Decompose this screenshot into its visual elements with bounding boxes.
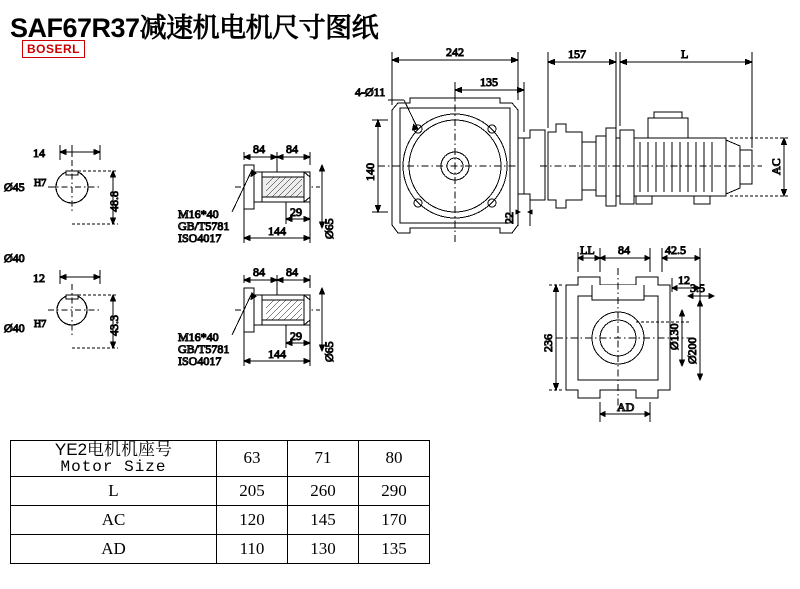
svg-text:AC: AC [769, 158, 783, 175]
svg-text:242: 242 [446, 45, 464, 59]
svg-text:Ø40: Ø40 [4, 251, 25, 265]
svg-text:Ø65: Ø65 [322, 218, 336, 239]
svg-text:H7: H7 [34, 178, 47, 189]
page-title: SAF67R37减速机电机尺寸图纸 [10, 13, 379, 43]
row-header-en: Motor Size [60, 457, 167, 476]
svg-text:12: 12 [678, 273, 690, 287]
svg-text:M16*40: M16*40 [178, 207, 219, 221]
svg-text:84: 84 [286, 265, 298, 279]
svg-text:ISO4017: ISO4017 [178, 354, 222, 368]
cell-l-63: 205 [217, 476, 288, 505]
svg-text:M16*40: M16*40 [178, 330, 219, 344]
table-row [11, 534, 430, 563]
svg-text:29: 29 [290, 205, 302, 219]
svg-text:42.5: 42.5 [665, 243, 686, 257]
svg-text:48.8: 48.8 [107, 191, 121, 212]
svg-text:GB/T5781: GB/T5781 [178, 219, 230, 233]
cell-l-71: 260 [288, 476, 359, 505]
svg-text:236: 236 [541, 334, 555, 352]
svg-text:Ø45: Ø45 [4, 180, 25, 194]
row-header-ad: AD [11, 534, 217, 563]
cell-size-71: 71 [288, 441, 359, 477]
svg-text:140: 140 [363, 163, 377, 181]
svg-text:Ø130: Ø130 [667, 323, 681, 350]
brand-logo: BOSERL [22, 40, 85, 58]
cell-l-80: 290 [359, 476, 430, 505]
svg-text:14: 14 [33, 146, 45, 160]
table-row [11, 476, 430, 505]
table-row [11, 441, 430, 477]
svg-text:H7: H7 [34, 319, 47, 330]
svg-text:144: 144 [268, 347, 286, 361]
row-header-motor-size [11, 441, 217, 477]
svg-text:12: 12 [33, 271, 45, 285]
row-header-cn: YE2电机机座号 [54, 440, 173, 459]
cell-ac-71: 145 [288, 505, 359, 534]
svg-text:135: 135 [480, 75, 498, 89]
svg-text:3.5: 3.5 [690, 281, 705, 295]
cell-ac-80: 170 [359, 505, 430, 534]
svg-text:ISO4017: ISO4017 [178, 231, 222, 245]
svg-text:29: 29 [290, 329, 302, 343]
cell-size-63: 63 [217, 441, 288, 477]
cell-size-80: 80 [359, 441, 430, 477]
svg-text:84: 84 [286, 142, 298, 156]
table-row [11, 505, 430, 534]
svg-text:157: 157 [568, 47, 586, 61]
svg-text:AD: AD [617, 400, 635, 414]
svg-text:84: 84 [253, 265, 265, 279]
svg-text:Ø40: Ø40 [4, 321, 25, 335]
svg-text:Ø200: Ø200 [685, 337, 699, 364]
svg-text:43.3: 43.3 [107, 315, 121, 336]
svg-text:Ø65: Ø65 [322, 341, 336, 362]
svg-text:84: 84 [618, 243, 630, 257]
row-header-l: L [11, 476, 217, 505]
cell-ad-80: 135 [359, 534, 430, 563]
svg-text:22: 22 [502, 212, 516, 224]
dimension-table [10, 440, 430, 564]
cell-ad-63: 110 [217, 534, 288, 563]
svg-text:GB/T5781: GB/T5781 [178, 342, 230, 356]
cell-ac-63: 120 [217, 505, 288, 534]
svg-text:4-Ø11: 4-Ø11 [355, 85, 386, 99]
svg-text:144: 144 [268, 224, 286, 238]
cell-ad-71: 130 [288, 534, 359, 563]
svg-text:L: L [681, 47, 689, 61]
svg-text:LL: LL [580, 243, 595, 257]
svg-text:84: 84 [253, 142, 265, 156]
row-header-ac: AC [11, 505, 217, 534]
